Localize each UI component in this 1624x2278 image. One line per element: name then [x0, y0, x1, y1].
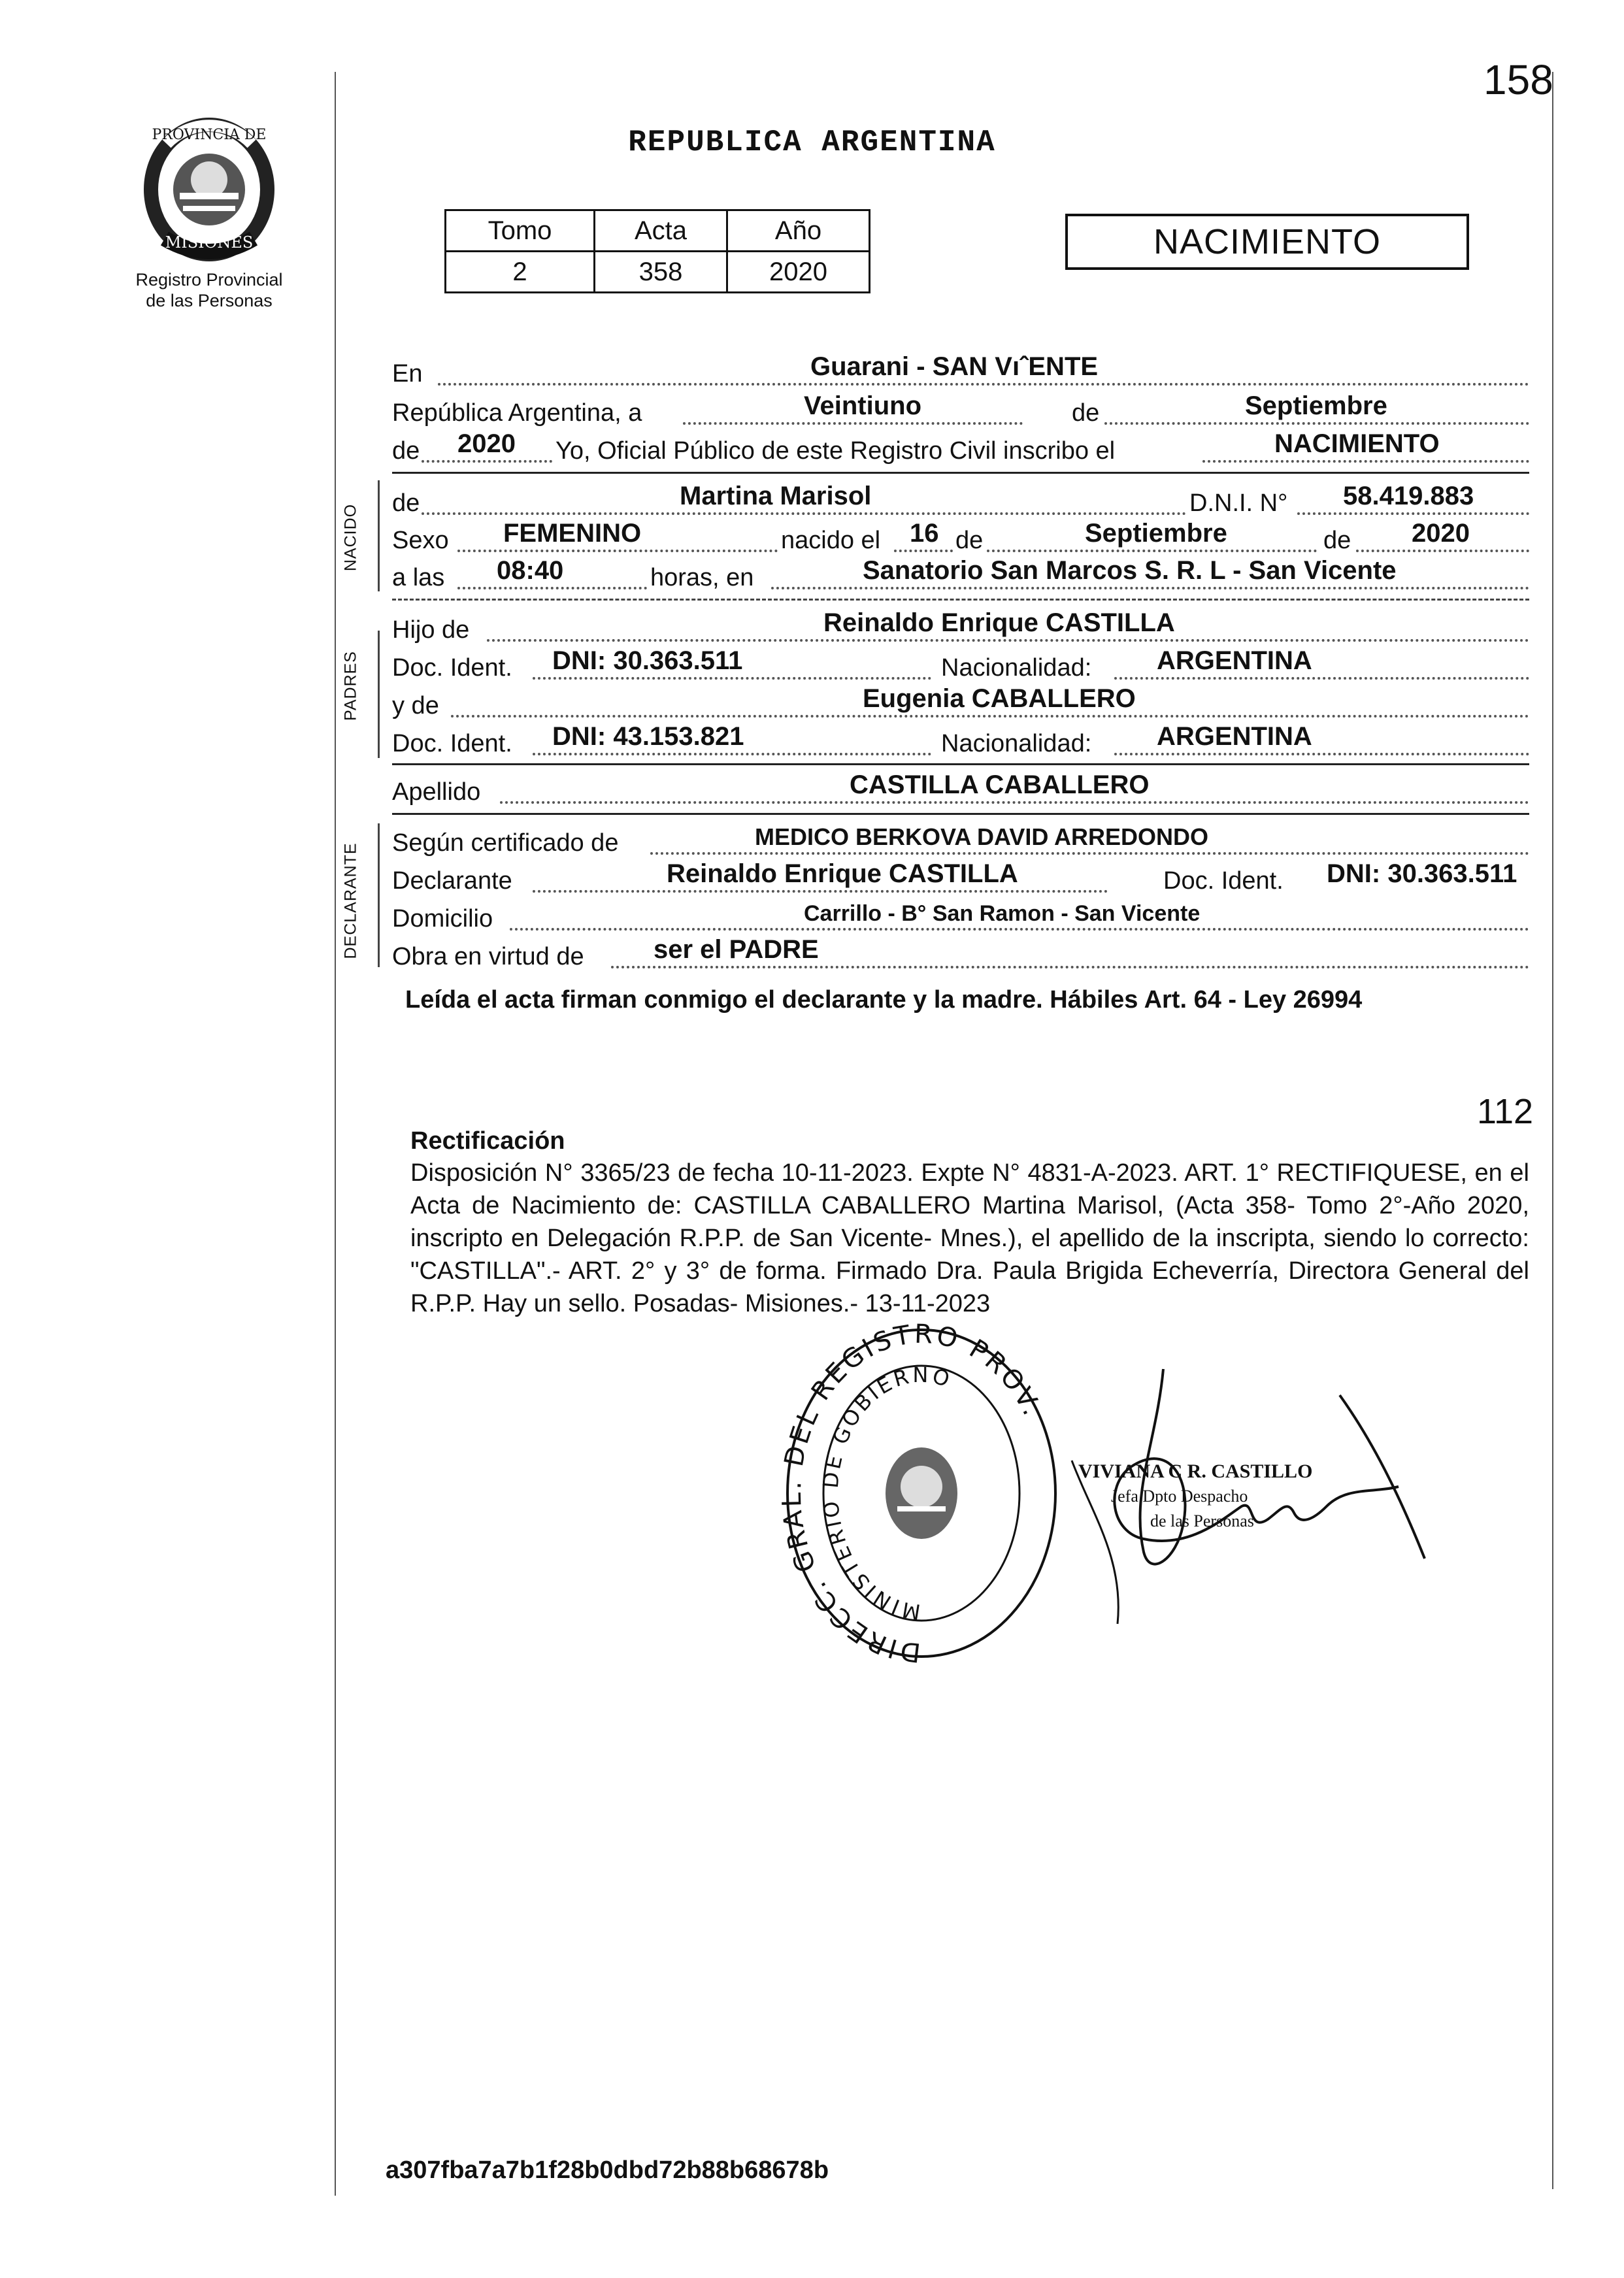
- official-seal-icon: [781, 1323, 1062, 1663]
- logo-text-top: PROVINCIA DE: [152, 127, 267, 143]
- obra-value: ser el PADRE: [654, 935, 819, 964]
- row-nombre: [392, 482, 1529, 520]
- en-value: Guarani - SAN VıˆENTE: [810, 352, 1099, 381]
- madre-nac-value: ARGENTINA: [1157, 722, 1312, 751]
- dni-value: 58.419.883: [1343, 482, 1474, 510]
- signature-line3: de las Personas: [1150, 1511, 1254, 1530]
- nacido-dia: 16: [910, 519, 939, 548]
- dni-label: D.N.I. N°: [1189, 489, 1288, 517]
- header-tomo: Tomo: [446, 210, 595, 252]
- record-table: [444, 209, 870, 293]
- lugar-value: Sanatorio San Marcos S. R. L - San Vicente: [863, 556, 1397, 585]
- rectification-title: Rectificación: [410, 1127, 565, 1155]
- row-domicilio: [392, 898, 1529, 936]
- alas-label: a las: [392, 564, 445, 591]
- de-label-3: de: [392, 489, 420, 517]
- declarante-label: Declarante: [392, 867, 512, 895]
- nacido-bracket: [378, 480, 380, 591]
- padre-value: Reinaldo Enrique CASTILLA: [823, 608, 1175, 637]
- padre-doc-label: Doc. Ident.: [392, 654, 512, 682]
- section-label-declarante: DECLARANTE: [341, 842, 360, 959]
- header-anio: Año: [727, 210, 870, 252]
- registry-label-line2: de las Personas: [146, 291, 273, 310]
- padre-doc-value: DNI: 30.363.511: [552, 646, 743, 675]
- page-number: 158: [1483, 56, 1553, 103]
- header-acta: Acta: [595, 210, 727, 252]
- section-label-padres: PADRES: [341, 651, 360, 721]
- row-oficial: [392, 430, 1529, 468]
- mes-value: Septiembre: [1245, 391, 1387, 420]
- row-madre: [392, 685, 1529, 723]
- row-obra: [392, 936, 1529, 974]
- seal-inner-text: MINISTERIO DE GOBIERNO: [818, 1362, 955, 1625]
- yde-label: y de: [392, 692, 439, 719]
- value-acta: 358: [595, 252, 727, 293]
- anio-value: 2020: [457, 429, 516, 458]
- declarante-bracket: [378, 823, 380, 967]
- row-certificado: [392, 822, 1529, 860]
- sexo-value: FEMENINO: [503, 519, 642, 548]
- republica-label: República Argentina, a: [392, 399, 642, 427]
- signature-line2: Jefa Dpto Despacho: [1111, 1487, 1248, 1506]
- apellido-value: CASTILLA CABALLERO: [850, 770, 1150, 799]
- sexo-label: Sexo: [392, 527, 449, 554]
- declarante-doc-label: Doc. Ident.: [1163, 867, 1284, 895]
- nombre-value: Martina Marisol: [680, 482, 872, 510]
- domicilio-value: Carrillo - B° San Ramon - San Vicente: [804, 901, 1201, 926]
- registry-label: [111, 269, 307, 311]
- right-margin-line: [1552, 72, 1553, 2189]
- signature-line1: VIVIANA C R. CASTILLO: [1078, 1461, 1313, 1482]
- madre-value: Eugenia CABALLERO: [863, 684, 1136, 713]
- row-hora: [392, 557, 1529, 595]
- row-sexo: [392, 520, 1529, 557]
- hora-value: 08:40: [497, 556, 564, 585]
- separator-4: [392, 813, 1529, 815]
- separator-3: [392, 763, 1529, 765]
- value-anio: 2020: [727, 252, 870, 293]
- oficial-label: Yo, Oficial Público de este Registro Civil inscribo el: [555, 437, 1116, 465]
- page-title: REPUBLICA ARGENTINA: [628, 125, 996, 159]
- declarante-doc-value: DNI: 30.363.511: [1327, 859, 1517, 888]
- closing-note: Leída el acta firman conmigo el declarante y la madre. Hábiles Art. 64 - Ley 26994: [405, 986, 1363, 1014]
- certificado-label: Según certificado de: [392, 829, 619, 857]
- row-apellido: [392, 771, 1529, 809]
- row-madre-doc: [392, 723, 1529, 761]
- left-margin-line: [335, 72, 336, 2196]
- madre-doc-label: Doc. Ident.: [392, 730, 512, 757]
- row-fecha: [392, 392, 1529, 430]
- rectification-number: 112: [1477, 1092, 1534, 1131]
- row-padre-doc: [392, 647, 1529, 685]
- padre-nac-value: ARGENTINA: [1157, 646, 1312, 675]
- nacido-anio: 2020: [1412, 519, 1470, 548]
- domicilio-label: Domicilio: [392, 905, 493, 933]
- de-label-5: de: [1323, 527, 1351, 554]
- dia-value: Veintiuno: [804, 391, 921, 420]
- separator-1: [392, 472, 1529, 474]
- record-type-box: NACIMIENTO: [1065, 214, 1469, 270]
- inscribo-value: NACIMIENTO: [1274, 429, 1440, 458]
- declarante-value: Reinaldo Enrique CASTILLA: [667, 859, 1018, 888]
- obra-label: Obra en virtud de: [392, 943, 584, 970]
- value-tomo: 2: [446, 252, 595, 293]
- padre-nac-label: Nacionalidad:: [941, 654, 1092, 682]
- de-label-4: de: [955, 527, 984, 554]
- nacido-label: nacido el: [781, 527, 881, 554]
- en-label: En: [392, 360, 423, 388]
- rectification-body: Disposición N° 3365/23 de fecha 10-11-2023. Expte N° 4831-A-2023. ART. 1° RECTIFIQUESE, en el Acta de Nacimiento de: CASTILLA CABALLERO Martina Marisol, (Acta 358- Tomo 2°-Año 2020, inscripto en Delegación R.P.P. de San Vicente- Mnes.), el apellido de la inscripta, siendo lo correcto: "CASTILLA".- ART. 2° y 3° de forma. Firmado Dra. Paula Brigida Echeverría, Directora General del R.P.P. Hay un sello. Posadas- Misiones.- 13-11-2023: [410, 1159, 1529, 1317]
- separator-2: [392, 599, 1529, 603]
- seal-outer-text: DIRECC. GR DEL REGISTRO PROV.: [781, 1323, 1048, 1663]
- row-en: [392, 353, 1529, 391]
- document-hash: a307fba7a7b1f28b0dbd72b88b68678b: [386, 2156, 829, 2184]
- signature-block: [1033, 1362, 1451, 1637]
- madre-nac-label: Nacionalidad:: [941, 730, 1092, 757]
- de-label-1: de: [1072, 399, 1100, 427]
- de-label-2: de: [392, 437, 420, 465]
- section-label-nacido: NACIDO: [341, 503, 360, 572]
- registry-label-line1: Registro Provincial: [135, 270, 283, 289]
- logo-text-bottom: MISIONES: [165, 233, 254, 252]
- nacido-mes: Septiembre: [1085, 519, 1227, 548]
- madre-doc-value: DNI: 43.153.821: [552, 722, 744, 751]
- certificado-value: MEDICO BERKOVA DAVID ARREDONDO: [755, 823, 1209, 850]
- row-declarante: [392, 860, 1529, 898]
- padres-bracket: [378, 631, 380, 758]
- hijo-label: Hijo de: [392, 616, 470, 644]
- apellido-label: Apellido: [392, 778, 481, 806]
- row-hijo: [392, 609, 1529, 647]
- horas-label: horas, en: [650, 564, 754, 591]
